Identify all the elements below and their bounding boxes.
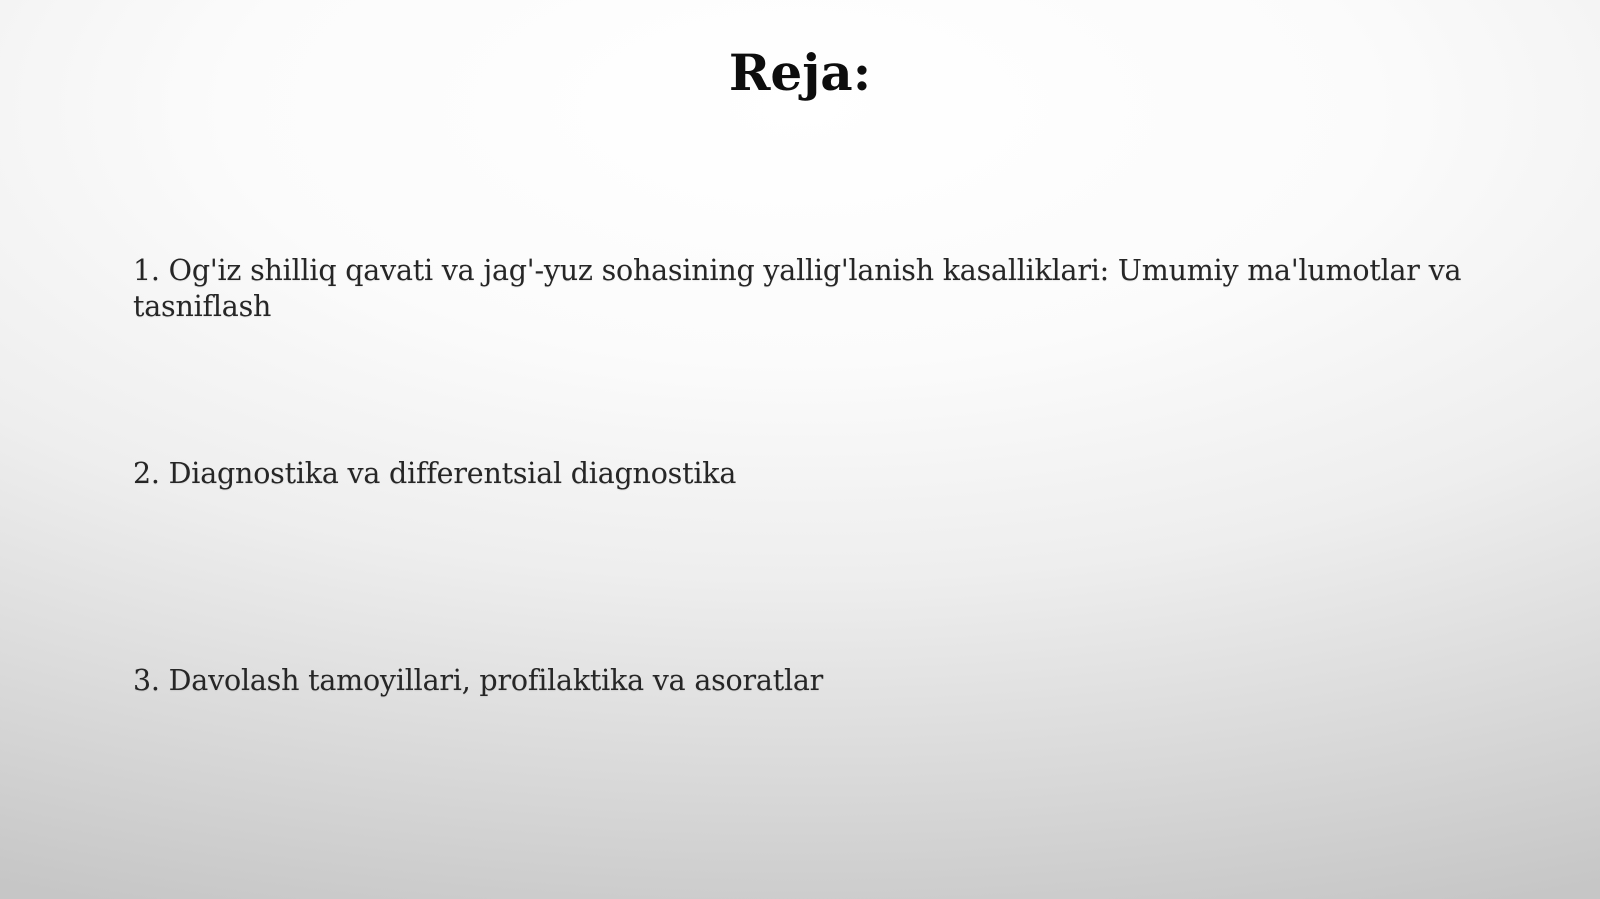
slide-title: Reja:	[728, 43, 872, 102]
plan-item-2: 2. Diagnostika va differentsial diagnostika	[133, 457, 737, 490]
plan-item-3: 3. Davolash tamoyillari, profilaktika va asoratlar	[133, 664, 824, 697]
plan-item-1: 1. Og'iz shilliq qavati va jag'-yuz sohasining yallig'lanish kasalliklari: Umumiy ma'lumotlar va tasniflash	[133, 254, 1462, 323]
